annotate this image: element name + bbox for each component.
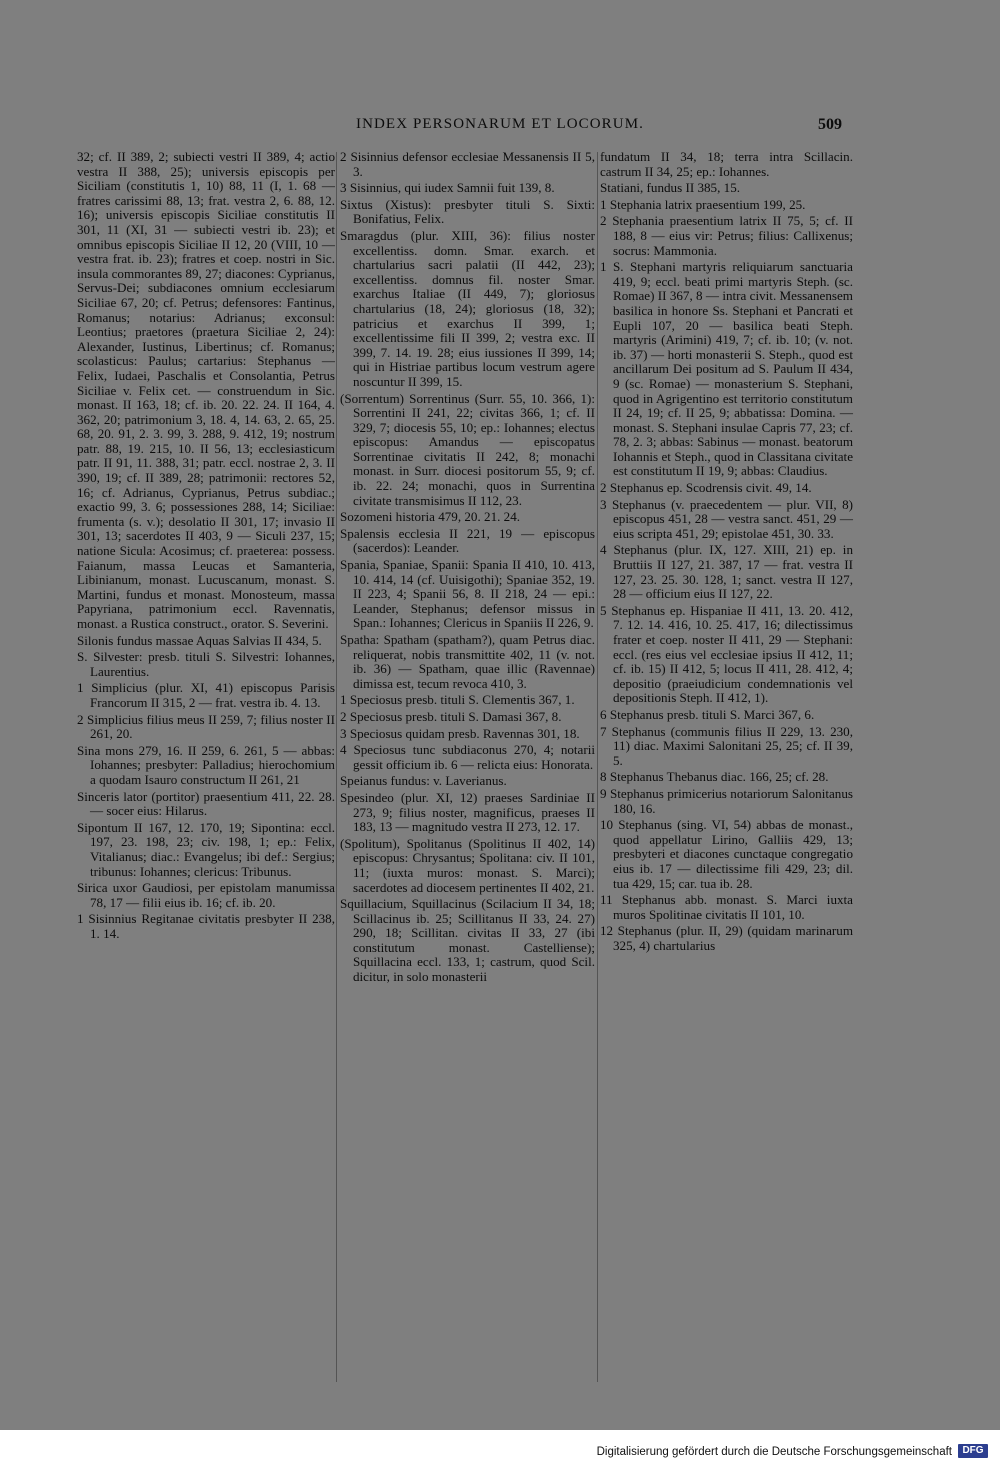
column-divider bbox=[336, 152, 337, 1382]
footer-bar bbox=[0, 1430, 1000, 1469]
index-entry: Sixtus (Xistus): presbyter tituli S. Sixti: Bonifatius, Felix. bbox=[340, 196, 595, 227]
index-entry: 7 Stephanus (communis filius II 229, 13. 230, 11) diac. Maximi Salonitani 25, 25; cf. II 39, 5. bbox=[600, 723, 853, 768]
index-entry: Spatha: Spatham (spatham?), quam Petrus diac. reliquerat, nobis transmittite 402, 11 (v. not. ib. 36) — Spatham, quae illic (Ravennae) dimissa est, tecum revoca 410, 3. bbox=[340, 632, 595, 691]
index-entry: Sina mons 279, 16. II 259, 6. 261, 5 — abbas: Iohannes; presbyter: Palladius; hierochomium a quodam Isauro constructum II 261, 21 bbox=[77, 742, 335, 787]
index-entry: Speianus fundus: v. Laverianus. bbox=[340, 773, 507, 789]
dfg-logo-icon: DFG bbox=[958, 1444, 988, 1458]
index-entry: 11 Stephanus abb. monast. S. Marci iuxta muros Spolitinae civitatis II 101, 10. bbox=[600, 892, 853, 922]
index-entry: 1 Simplicius (plur. XI, 41) episcopus Parisis Francorum II 315, 2 — frat. vestra ib. 4. 13. bbox=[77, 680, 335, 710]
index-entry: 1 Sisinnius Regitanae civitatis presbyter II 238, 1. 14. bbox=[77, 911, 335, 941]
index-entry: 9 Stephanus primicerius notariorum Salonitanus 180, 16. bbox=[600, 785, 853, 816]
index-entry: Sozomeni historia 479, 20. 21. 24. bbox=[340, 509, 521, 525]
index-entry: fundatum II 34, 18; terra intra Scillacin. castrum II 34, 25; ep.: Iohannes. bbox=[600, 149, 853, 179]
index-entry: 12 Stephanus (plur. II, 29) (quidam marinarum 325, 4) chartularius bbox=[600, 923, 853, 953]
index-entry: 1 Speciosus presb. tituli S. Clementis 367, 1. bbox=[340, 692, 575, 708]
index-entry: Statiani, fundus II 385, 15. bbox=[600, 180, 741, 196]
index-entry: Sipontum II 167, 12. 170, 19; Sipontina: eccl. 197, 23. 198, 23; civ. 198, 1; ep.: Felix, Vitalianus; diac.: Evangelus; ibi def.: Sergius; tribunus: Iohannes; clericus: Tribunus. bbox=[77, 819, 335, 879]
index-entry: 32; cf. II 389, 2; subiecti vestri II 389, 4; actio vestra II 388, 25); universis episcopis per Siciliam (constitutis 1, 10) 88, 11 (I, 1. 68 — fratres carissimi 88, 13; frat. vestra 2, 6. 88, 12. 16); universis episcopis Siciliae constitutis II 301, 11 (XI, 31 — subiecti vestri ib. 23); et omnibus episcopis Siciliae II 12, 20 (VIII, 10 — vestra frat. ib. 23); fratres et coep. nostri in Sic. insula commorantes 89, 27; diacones: Cyprianus, Servus-Dei; subdiacones omnium ecclesiarum Siciliae 67, 20; cf. Petrus; defensores: Fantinus, Romanus; notarius: Adrianus; exconsul: Leontius; praetores (praetura Siciliae 2, 24): Alexander, Iustinus, Libertinus; cf. Romanus; scolasticus: Paulus; cartarius: Stephanus — Felix, Iudaei, Paschalis et Consolantia, Petrus Siciliae v. Felix cet. — construendum in Sic. monast. II 163, 18; cf. ib. 20. 22. 24. II 164, 4. 362, 20; patrimonium 3, 18. 4, 14. 63, 2. 65, 25. 68, 20. 91, 2. 3. 99, 3. 288, 9. 412, 19; nostrum patr. 88, 19. 215, 10. II 56, 13; ecclesiasticum patr. II 91, 11. 388, 31; patr. eccl. nostrae 2, 3. II 390, 19; cf. II 389, 28; patrimonii: rectores 52, 16; cf. Adrianus, Cyprianus, Petrus subdiac.; exactio 99, 3. 6; possessiones 288, 14; Siciliae: frumenta (s. v.); desolatio II 301, 17; invasio II 301, 13; sacerdotes II 403, 9 — Siculi 237, 15; natione Sicula: Acosimus; cf. praeterea: possess. Faianum, massa Leucas et Samanteria, Libinianum, monast. Lucuscanum, monast. S. Martini, fundus et monast. Monosteum, massa Papyriana, patrimonium eccl. Ravennatis, monast. a Rustica construct., orator. S. Severini. bbox=[77, 149, 335, 631]
index-entry: S. Silvester: presb. tituli S. Silvestri: Iohannes, Laurentius. bbox=[77, 649, 335, 679]
index-entry: Spesindeo (plur. XI, 12) praeses Sardiniae II 273, 9; filius noster, magnificus, praeses II 183, 13 — magnitudo vestra II 273, 12. 17. bbox=[340, 789, 595, 835]
index-column-3 bbox=[600, 150, 853, 953]
index-entry: 2 Stephania praesentium latrix II 75, 5; cf. II 188, 8 — eius vir: Petrus; filius: Callixenus; socrus: Mammonia. bbox=[600, 213, 853, 258]
index-entry: 5 Stephanus ep. Hispaniae II 411, 13. 20. 412, 7. 12. 14. 416, 10. 25. 417, 16; dilectissimus frater et coep. noster II 411, 29 — Stephani: eccl. (res eius vel ecclesiae ipsius II 412, 11; cf. ib. 15) II 412, 5; locus II 411, 28. 412, 4; depositio (praeiudicium condemnationis vel depositionis Steph. II 412, 1). bbox=[600, 602, 853, 706]
running-head: INDEX PERSONARUM ET LOCORUM. bbox=[355, 116, 645, 132]
index-entry: Squillacium, Squillacinus (Scilacium II 34, 18; Scillacinus ib. 25; Scillitanus II 33, 24. 27) 290, 18; Scillitan. civitas II 33, 27 (ibi constitutum monast. Castelliense); Squillacina eccl. 133, 1; castrum, quod Scil. dicitur, in solo monasterii bbox=[340, 896, 595, 985]
index-entry: 4 Speciosus tunc subdiaconus 270, 4; notarii gessit officium ib. 6 — relicta eius: Honorata. bbox=[340, 742, 595, 772]
index-entry: Sirica uxor Gaudiosi, per epistolam manumissa 78, 17 — filii eius ib. 16; cf. ib. 20. bbox=[77, 880, 335, 910]
index-entry: 3 Speciosus quidam presb. Ravennas 301, 18. bbox=[340, 725, 580, 741]
column-divider bbox=[597, 152, 598, 1382]
footer-credit: Digitalisierung gefördert durch die Deutsche Forschungsgemeinschaft bbox=[596, 1446, 952, 1458]
index-entry: 2 Speciosus presb. tituli S. Damasi 367, 8. bbox=[340, 708, 562, 724]
index-entry: Silonis fundus massae Aquas Salvias II 434, 5. bbox=[77, 632, 322, 648]
index-entry: 2 Sisinnius defensor ecclesiae Messanensis II 5, 3. bbox=[340, 149, 595, 179]
index-column-1 bbox=[77, 150, 335, 941]
index-entry: 3 Sisinnius, qui iudex Samnii fuit 139, 8. bbox=[340, 180, 555, 196]
index-entry: 4 Stephanus (plur. IX, 127. XIII, 21) ep. in Bruttiis II 127, 21. 387, 17 — frat. vestra II 127, 23. 25. 30. 128, 1; sanct. vestra II 127, 28 — officium eius II 127, 22. bbox=[600, 542, 853, 602]
index-entry: (Sorrentum) Sorrentinus (Surr. 55, 10. 366, 1): Sorrentini II 241, 22; civitas 366, 1; cf. II 329, 7; diocesis 55, 10; ep.: Iohannes; electus episcopus: Amandus — episcopatus Sorrentinae civitatis II 242, 8; monachi monast. in Surr. diocesi positorum 55, 9; cf. ib. 22. 24; monachi, quos in Surrentina civitate transmisimus II 112, 23. bbox=[340, 390, 595, 508]
index-entry: Spania, Spaniae, Spanii: Spania II 410, 10. 413, 10. 414, 14 (cf. Uuisigothi); Spaniae 352, 19. II 223, 4; Spanii 56, 8. II 218, 24 — epi.: Leander, Stephanus; defensor missus in Span.: Iohannes; Clericus in Spaniis II 226, 9. bbox=[340, 557, 595, 631]
index-entry: 6 Stephanus presb. tituli S. Marci 367, 6. bbox=[600, 706, 815, 722]
index-entry: 2 Simplicius filius meus II 259, 7; filius noster II 261, 20. bbox=[77, 711, 335, 742]
index-entry: 2 Stephanus ep. Scodrensis civit. 49, 14. bbox=[600, 480, 812, 496]
index-entry: Spalensis ecclesia II 221, 19 — episcopus (sacerdos): Leander. bbox=[340, 525, 595, 556]
index-entry: 8 Stephanus Thebanus diac. 166, 25; cf. 28. bbox=[600, 769, 829, 785]
index-column-2 bbox=[340, 150, 595, 985]
index-entry: Sinceris lator (portitor) praesentium 411, 22. 28. — socer eius: Hilarus. bbox=[77, 788, 335, 819]
index-entry: 3 Stephanus (v. praecedentem — plur. VII, 8) episcopus 451, 28 — vestra sanct. 451, 29 — eius scripta 451, 29; epistolae 451, 30. 33. bbox=[600, 496, 853, 541]
index-entry: 1 S. Stephani martyris reliquiarum sanctuaria 419, 9; eccl. beati primi martyris Steph. (sc. Romae) II 367, 8 — intra civit. Messanensem basilica in honore Ss. Stephani et Pancrati et Eupli 107, 20 — basilica beati Steph. martyris (Arimini) 419, 7; cf. ib. 10; (v. not. ib. 37) — horti monasterii S. Steph., quod est ancillarum Dei positum ad S. Paulum II 434, 9 (sc. Romae) — monasterium S. Stephani, quod in Agrigentino est territorio constitutum II 24, 19; cf. II 25, 9; abbatissa: Domina. — monast. S. Stephani insulae Capris 77, 23; cf. 78, 2. 3; abbas: Sabinus — monast. beatorum Iohannis et Steph., quod in Classitana civitate est constitutum II 19, 9; abbas: Claudius. bbox=[600, 259, 853, 479]
page-number: 509 bbox=[818, 116, 842, 133]
index-entry: Smaragdus (plur. XIII, 36): filius noster excellentiss. domn. Smar. exarch. et chartularius sacri palatii (II 442, 23); excellentiss. domnus fil. noster Smar. exarchus Italiae (II 449, 7); gloriosus chartularius (18, 24); gloriosus (18, 32); patricius et exarchus II 399, 1; excellentissime fili II 399, 2; vestra exc. II 399, 7. 14. 19. 28; eius iussiones II 399, 14; qui in Histriae partibus locum vestrum agere noscuntur II 399, 15. bbox=[340, 227, 595, 389]
index-entry: 10 Stephanus (sing. VI, 54) abbas de monast., quod appellatur Lirino, Galliis 429, 13; presbyteri et diacones cunctaque congregatio eius ib. 17 — dilectissime fili 429, 23; dil. tua 429, 15; car. tua ib. 28. bbox=[600, 817, 853, 891]
index-entry: (Spolitum), Spolitanus (Spolitinus II 402, 14) episcopus: Chrysantus; Spolitana: civ. II 101, 11; (iuxta muros: monast. S. Marci); sacerdotes ad diocesem pertinentes II 402, 21. bbox=[340, 835, 595, 895]
index-entry: 1 Stephania latrix praesentium 199, 25. bbox=[600, 196, 806, 212]
